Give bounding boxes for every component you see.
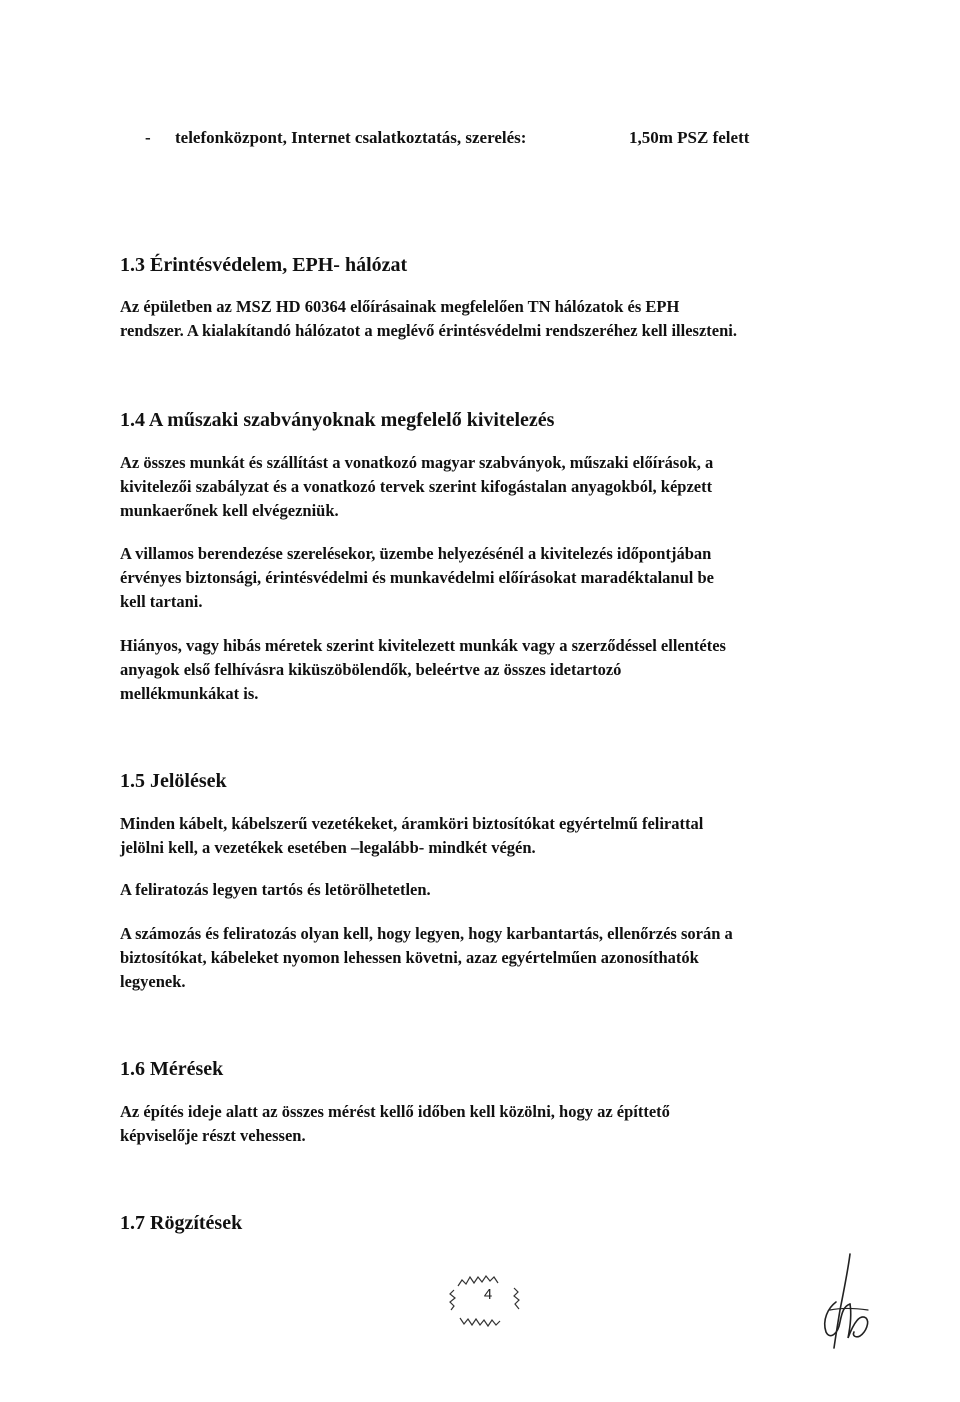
section-1-5-paragraph-3 (120, 922, 850, 994)
signature-icon (810, 1250, 880, 1360)
page-number: 4 (483, 1286, 493, 1303)
paragraph-line: A villamos berendezése szerelésekor, üzembe helyezésénél a kivitelezés időpontjában (120, 544, 712, 563)
section-1-3-paragraph (120, 295, 850, 343)
paragraph-line: Az összes munkát és szállítást a vonatkozó magyar szabványok, műszaki előírások, a (120, 453, 714, 472)
paragraph-line: munkaerőnek kell elvégezniük. (120, 501, 339, 520)
section-1-4-title: 1.4 A műszaki szabványoknak megfelelő kivitelezés (120, 409, 555, 431)
section-1-5-title: 1.5 Jelölések (120, 770, 227, 792)
section-1-7-title: 1.7 Rögzítések (120, 1212, 243, 1234)
paragraph-line: kell tartani. (120, 592, 203, 611)
paragraph-line: A feliratozás legyen tartós és letörölhetetlen. (120, 880, 431, 899)
section-1-4-paragraph-2 (120, 542, 850, 614)
paragraph-line: jelölni kell, a vezetékek esetében –legalább- mindkét végén. (120, 838, 536, 857)
section-1-3-title: 1.3 Érintésvédelem, EPH- hálózat (120, 254, 408, 276)
paragraph-line: mellékmunkákat is. (120, 684, 259, 703)
paragraph-line: Az építés ideje alatt az összes mérést kellő időben kell közölni, hogy az építtető (120, 1102, 670, 1121)
paragraph-line: rendszer. A kialakítandó hálózatot a meglévő érintésvédelmi rendszeréhez kell illeszteni. (120, 321, 737, 340)
page-number-stamp (440, 1262, 536, 1334)
handwritten-signature (810, 1250, 880, 1360)
bullet-value: 1,50m PSZ felett (629, 128, 750, 147)
section-1-6-paragraph (120, 1100, 850, 1148)
paragraph-line: képviselője részt vehessen. (120, 1126, 306, 1145)
paragraph-line: anyagok első felhívásra kiküszöbölendők, beleértve az összes idetartozó (120, 660, 622, 679)
section-1-5-paragraph-2 (120, 878, 850, 902)
paragraph-line: Hiányos, vagy hibás méretek szerint kivitelezett munkák vagy a szerződéssel ellentétes (120, 636, 726, 655)
bullet-text: telefonközpont, Internet csalatkoztatás, szerelés: (175, 128, 527, 147)
paragraph-line: A számozás és feliratozás olyan kell, hogy legyen, hogy karbantartás, ellenőrzés során a (120, 924, 733, 943)
paragraph-line: biztosítókat, kábeleket nyomon lehessen követni, azaz egyértelműen azonosíthatók (120, 948, 699, 967)
paragraph-line: érvényes biztonsági, érintésvédelmi és munkavédelmi előírásokat maradéktalanul be (120, 568, 714, 587)
section-1-4-paragraph-1 (120, 451, 850, 523)
paragraph-line: kivitelezői szabályzat és a vonatkozó tervek szerint kifogástalan anyagokból, képzett (120, 477, 713, 496)
section-1-6-title: 1.6 Mérések (120, 1058, 224, 1080)
paragraph-line: legyenek. (120, 972, 186, 991)
section-1-4-paragraph-3 (120, 634, 850, 706)
paragraph-line: Minden kábelt, kábelszerű vezetékeket, áramköri biztosítókat egyértelmű felirattal (120, 814, 704, 833)
paragraph-line: Az épületben az MSZ HD 60364 előírásainak megfelelően TN hálózatok és EPH (120, 297, 680, 316)
bullet-dash: - (145, 128, 151, 147)
section-1-5-paragraph-1 (120, 812, 850, 860)
